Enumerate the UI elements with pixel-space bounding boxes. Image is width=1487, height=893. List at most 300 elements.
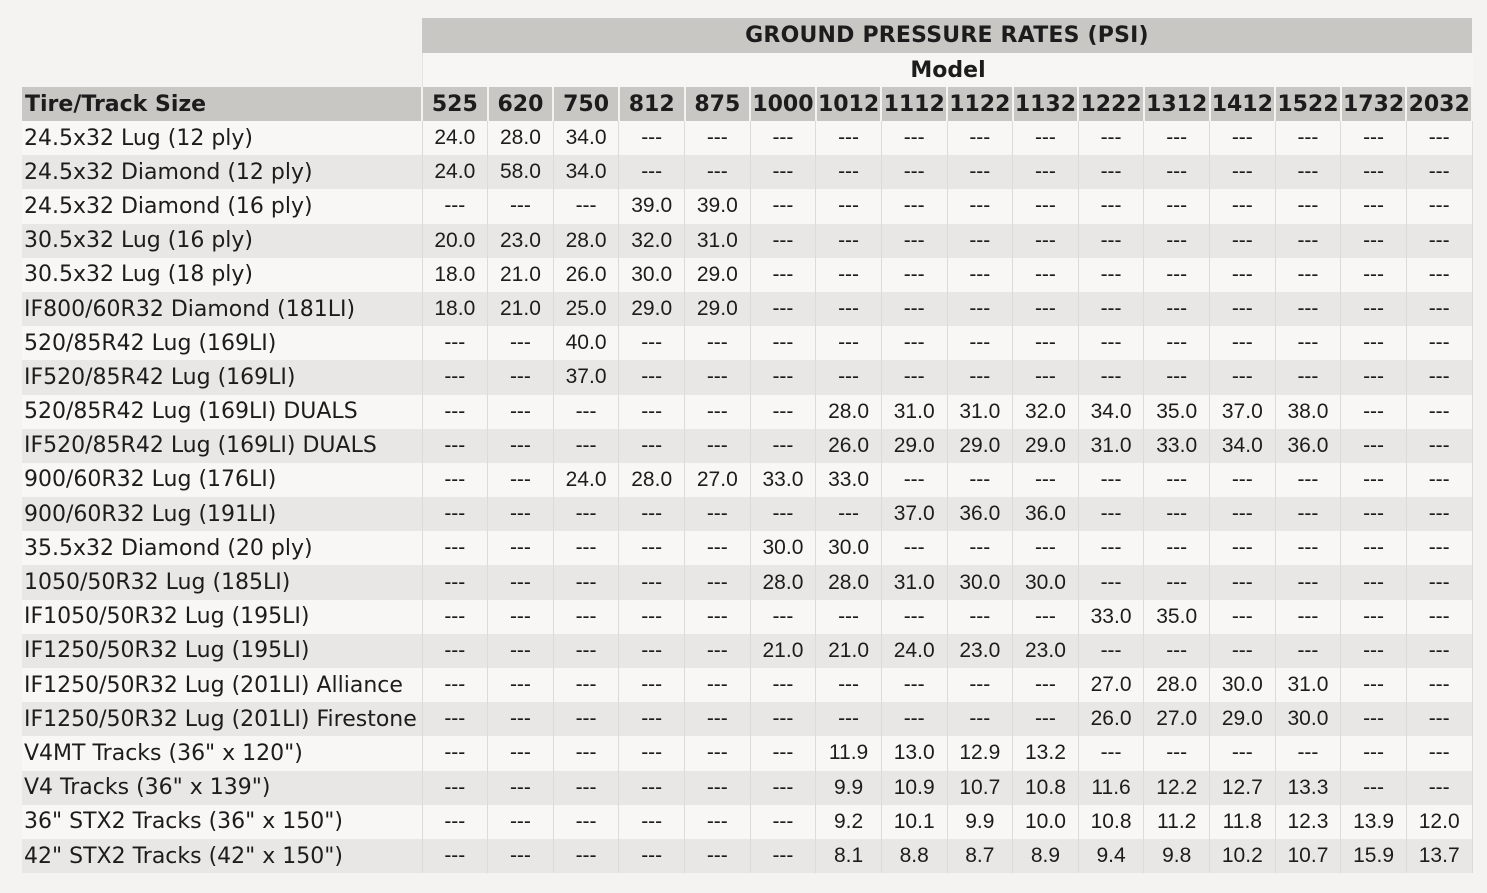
pressure-value-cell: --- <box>1078 292 1144 326</box>
pressure-value-cell: --- <box>1275 634 1341 668</box>
pressure-value-cell: --- <box>1210 326 1276 360</box>
pressure-value-cell: --- <box>1341 634 1407 668</box>
pressure-value-cell: --- <box>947 702 1013 736</box>
model-column-header: 1522 <box>1275 87 1341 121</box>
pressure-value-cell: 11.9 <box>816 736 882 770</box>
pressure-value-cell: 10.7 <box>947 771 1013 805</box>
pressure-value-cell: --- <box>1406 258 1472 292</box>
tire-size-cell: 42" STX2 Tracks (42" x 150") <box>22 839 422 873</box>
pressure-value-cell: --- <box>488 326 554 360</box>
tire-size-cell: 24.5x32 Diamond (12 ply) <box>22 155 422 189</box>
pressure-value-cell: --- <box>422 531 488 565</box>
pressure-value-cell: 12.9 <box>947 736 1013 770</box>
pressure-value-cell: --- <box>750 189 816 223</box>
pressure-value-cell: 28.0 <box>750 565 816 599</box>
pressure-value-cell: --- <box>1275 292 1341 326</box>
pressure-value-cell: --- <box>553 189 619 223</box>
pressure-value-cell: 12.0 <box>1406 805 1472 839</box>
pressure-value-cell: --- <box>685 360 751 394</box>
pressure-value-cell: 9.9 <box>816 771 882 805</box>
pressure-value-cell: 24.0 <box>881 634 947 668</box>
pressure-value-cell: --- <box>619 634 685 668</box>
pressure-value-cell: --- <box>1341 771 1407 805</box>
model-column-header: 525 <box>422 87 488 121</box>
pressure-value-cell: --- <box>1078 360 1144 394</box>
pressure-value-cell: --- <box>1210 258 1276 292</box>
pressure-value-cell: 28.0 <box>488 121 554 155</box>
tire-size-cell: IF1250/50R32 Lug (201LI) Firestone <box>22 702 422 736</box>
pressure-value-cell: 25.0 <box>553 292 619 326</box>
table-body <box>22 121 1472 873</box>
table-row <box>22 736 1472 770</box>
table-row <box>22 497 1472 531</box>
pressure-value-cell: --- <box>1406 360 1472 394</box>
pressure-value-cell: --- <box>422 634 488 668</box>
pressure-value-cell: 24.0 <box>553 463 619 497</box>
pressure-value-cell: 36.0 <box>1275 429 1341 463</box>
tire-size-cell: 24.5x32 Diamond (16 ply) <box>22 189 422 223</box>
pressure-value-cell: --- <box>1210 121 1276 155</box>
pressure-value-cell: 31.0 <box>1275 668 1341 702</box>
pressure-value-cell: 8.9 <box>1013 839 1079 873</box>
pressure-value-cell: --- <box>1144 258 1210 292</box>
model-column-header: 2032 <box>1406 87 1472 121</box>
tire-size-cell: 520/85R42 Lug (169LI) DUALS <box>22 395 422 429</box>
pressure-value-cell: 28.0 <box>619 463 685 497</box>
pressure-value-cell: 21.0 <box>488 292 554 326</box>
pressure-value-cell: 29.0 <box>947 429 1013 463</box>
pressure-value-cell: 28.0 <box>553 224 619 258</box>
pressure-value-cell: 27.0 <box>1144 702 1210 736</box>
pressure-value-cell: --- <box>685 839 751 873</box>
pressure-value-cell: 11.8 <box>1210 805 1276 839</box>
pressure-value-cell: --- <box>553 600 619 634</box>
pressure-value-cell: --- <box>816 326 882 360</box>
pressure-value-cell: --- <box>1406 395 1472 429</box>
pressure-value-cell: --- <box>1275 258 1341 292</box>
pressure-value-cell: --- <box>422 771 488 805</box>
pressure-value-cell: --- <box>1406 497 1472 531</box>
pressure-value-cell: --- <box>1210 360 1276 394</box>
pressure-value-cell: 10.9 <box>881 771 947 805</box>
pressure-value-cell: --- <box>1406 326 1472 360</box>
pressure-value-cell: --- <box>881 155 947 189</box>
pressure-value-cell: --- <box>816 360 882 394</box>
pressure-table-container <box>22 18 1472 873</box>
pressure-value-cell: --- <box>947 463 1013 497</box>
model-column-header: 1132 <box>1013 87 1079 121</box>
pressure-value-cell: 37.0 <box>553 360 619 394</box>
pressure-value-cell: 39.0 <box>619 189 685 223</box>
pressure-value-cell: --- <box>750 121 816 155</box>
pressure-value-cell: 10.0 <box>1013 805 1079 839</box>
pressure-value-cell: --- <box>750 805 816 839</box>
pressure-value-cell: 8.8 <box>881 839 947 873</box>
tire-size-cell: IF1250/50R32 Lug (201LI) Alliance <box>22 668 422 702</box>
pressure-value-cell: 39.0 <box>685 189 751 223</box>
pressure-value-cell: --- <box>1078 326 1144 360</box>
pressure-value-cell: --- <box>750 839 816 873</box>
pressure-value-cell: --- <box>750 736 816 770</box>
tire-size-cell: IF1050/50R32 Lug (195LI) <box>22 600 422 634</box>
pressure-value-cell: --- <box>881 600 947 634</box>
model-column-header: 1312 <box>1144 87 1210 121</box>
pressure-value-cell: --- <box>881 360 947 394</box>
pressure-value-cell: --- <box>1210 224 1276 258</box>
pressure-value-cell: --- <box>1406 155 1472 189</box>
pressure-value-cell: 36.0 <box>947 497 1013 531</box>
pressure-value-cell: --- <box>422 805 488 839</box>
pressure-value-cell: --- <box>1078 224 1144 258</box>
pressure-value-cell: 10.7 <box>1275 839 1341 873</box>
pressure-value-cell: --- <box>619 805 685 839</box>
pressure-value-cell: --- <box>553 531 619 565</box>
pressure-value-cell: --- <box>1406 189 1472 223</box>
pressure-value-cell: --- <box>1341 258 1407 292</box>
pressure-value-cell: --- <box>619 702 685 736</box>
pressure-value-cell: --- <box>1406 429 1472 463</box>
pressure-value-cell: --- <box>947 668 1013 702</box>
pressure-value-cell: 9.9 <box>947 805 1013 839</box>
pressure-value-cell: 13.2 <box>1013 736 1079 770</box>
pressure-value-cell: 34.0 <box>1078 395 1144 429</box>
pressure-value-cell: --- <box>488 805 554 839</box>
pressure-value-cell: --- <box>1210 189 1276 223</box>
pressure-value-cell: 32.0 <box>1013 395 1079 429</box>
pressure-value-cell: --- <box>422 839 488 873</box>
table-row <box>22 805 1472 839</box>
pressure-value-cell: 34.0 <box>1210 429 1276 463</box>
pressure-value-cell: --- <box>1341 292 1407 326</box>
pressure-value-cell: 30.0 <box>1013 565 1079 599</box>
pressure-value-cell: --- <box>1210 292 1276 326</box>
pressure-value-cell: --- <box>947 326 1013 360</box>
pressure-value-cell: --- <box>1144 326 1210 360</box>
pressure-value-cell: --- <box>947 155 1013 189</box>
pressure-value-cell: --- <box>1406 121 1472 155</box>
pressure-value-cell: --- <box>816 668 882 702</box>
pressure-value-cell: --- <box>1341 360 1407 394</box>
pressure-value-cell: --- <box>488 395 554 429</box>
table-row <box>22 155 1472 189</box>
pressure-value-cell: --- <box>422 429 488 463</box>
pressure-value-cell: 32.0 <box>619 224 685 258</box>
pressure-value-cell: 24.0 <box>422 155 488 189</box>
pressure-value-cell: --- <box>685 668 751 702</box>
pressure-value-cell: 23.0 <box>488 224 554 258</box>
pressure-value-cell: --- <box>750 155 816 189</box>
pressure-value-cell: 31.0 <box>1078 429 1144 463</box>
pressure-value-cell: 10.2 <box>1210 839 1276 873</box>
tire-size-cell: 900/60R32 Lug (191LI) <box>22 497 422 531</box>
pressure-value-cell: --- <box>1341 736 1407 770</box>
pressure-value-cell: --- <box>1013 258 1079 292</box>
pressure-value-cell: 30.0 <box>1275 702 1341 736</box>
pressure-value-cell: --- <box>881 121 947 155</box>
tire-size-cell: IF1250/50R32 Lug (195LI) <box>22 634 422 668</box>
pressure-value-cell: --- <box>750 360 816 394</box>
pressure-value-cell: --- <box>1078 258 1144 292</box>
pressure-value-cell: --- <box>1078 497 1144 531</box>
pressure-value-cell: --- <box>881 531 947 565</box>
pressure-value-cell: --- <box>488 360 554 394</box>
table-row <box>22 121 1472 155</box>
pressure-value-cell: --- <box>488 736 554 770</box>
tire-size-cell: 24.5x32 Lug (12 ply) <box>22 121 422 155</box>
pressure-value-cell: --- <box>1078 189 1144 223</box>
pressure-value-cell: 27.0 <box>1078 668 1144 702</box>
model-heading: Model <box>422 53 1473 87</box>
pressure-value-cell: --- <box>947 360 1013 394</box>
pressure-value-cell: 29.0 <box>685 258 751 292</box>
pressure-value-cell: 29.0 <box>1210 702 1276 736</box>
pressure-value-cell: --- <box>488 565 554 599</box>
table-row <box>22 326 1472 360</box>
pressure-value-cell: --- <box>553 702 619 736</box>
pressure-value-cell: --- <box>1144 565 1210 599</box>
pressure-value-cell: --- <box>1341 668 1407 702</box>
model-column-header: 1222 <box>1078 87 1144 121</box>
pressure-value-cell: --- <box>1406 531 1472 565</box>
pressure-value-cell: --- <box>1210 736 1276 770</box>
pressure-value-cell: --- <box>685 429 751 463</box>
tire-size-cell: 30.5x32 Lug (16 ply) <box>22 224 422 258</box>
pressure-value-cell: --- <box>619 668 685 702</box>
pressure-value-cell: 30.0 <box>947 565 1013 599</box>
pressure-value-cell: --- <box>553 497 619 531</box>
table-row <box>22 702 1472 736</box>
pressure-value-cell: --- <box>488 702 554 736</box>
table-row <box>22 258 1472 292</box>
model-column-header: 620 <box>488 87 554 121</box>
pressure-value-cell: --- <box>488 839 554 873</box>
header-row <box>22 87 1472 121</box>
pressure-value-cell: --- <box>619 155 685 189</box>
pressure-value-cell: --- <box>947 292 1013 326</box>
pressure-value-cell: --- <box>685 634 751 668</box>
pressure-value-cell: --- <box>881 668 947 702</box>
pressure-value-cell: --- <box>1341 121 1407 155</box>
pressure-value-cell: --- <box>881 326 947 360</box>
ground-pressure-table <box>22 87 1473 873</box>
pressure-value-cell: --- <box>553 839 619 873</box>
pressure-value-cell: --- <box>1275 600 1341 634</box>
pressure-value-cell: 8.1 <box>816 839 882 873</box>
pressure-value-cell: --- <box>1341 531 1407 565</box>
pressure-value-cell: --- <box>750 429 816 463</box>
pressure-value-cell: --- <box>1144 463 1210 497</box>
pressure-value-cell: 12.2 <box>1144 771 1210 805</box>
pressure-value-cell: --- <box>881 702 947 736</box>
pressure-value-cell: 31.0 <box>881 565 947 599</box>
pressure-value-cell: 13.9 <box>1341 805 1407 839</box>
tire-size-cell: 35.5x32 Diamond (20 ply) <box>22 531 422 565</box>
pressure-value-cell: 35.0 <box>1144 600 1210 634</box>
pressure-value-cell: --- <box>488 668 554 702</box>
pressure-value-cell: --- <box>553 771 619 805</box>
pressure-value-cell: 27.0 <box>685 463 751 497</box>
pressure-value-cell: --- <box>1341 395 1407 429</box>
pressure-value-cell: --- <box>488 531 554 565</box>
pressure-value-cell: 38.0 <box>1275 395 1341 429</box>
pressure-value-cell: --- <box>1013 292 1079 326</box>
pressure-value-cell: --- <box>750 326 816 360</box>
table-row <box>22 292 1472 326</box>
table-title: GROUND PRESSURE RATES (PSI) <box>422 18 1472 53</box>
pressure-value-cell: --- <box>881 224 947 258</box>
pressure-value-cell: --- <box>1210 463 1276 497</box>
pressure-value-cell: --- <box>619 839 685 873</box>
pressure-value-cell: 9.8 <box>1144 839 1210 873</box>
pressure-value-cell: --- <box>1013 531 1079 565</box>
pressure-value-cell: --- <box>1210 531 1276 565</box>
pressure-value-cell: --- <box>1406 771 1472 805</box>
pressure-value-cell: --- <box>1275 463 1341 497</box>
pressure-value-cell: 10.8 <box>1078 805 1144 839</box>
pressure-value-cell: --- <box>1406 736 1472 770</box>
pressure-value-cell: --- <box>1144 360 1210 394</box>
pressure-value-cell: --- <box>1406 668 1472 702</box>
pressure-value-cell: 23.0 <box>1013 634 1079 668</box>
pressure-value-cell: --- <box>1275 531 1341 565</box>
pressure-value-cell: --- <box>553 565 619 599</box>
pressure-value-cell: --- <box>685 326 751 360</box>
pressure-value-cell: --- <box>1341 326 1407 360</box>
table-row <box>22 360 1472 394</box>
tire-size-cell: IF800/60R32 Diamond (181LI) <box>22 292 422 326</box>
pressure-value-cell: --- <box>422 326 488 360</box>
pressure-value-cell: 12.3 <box>1275 805 1341 839</box>
pressure-value-cell: 33.0 <box>1078 600 1144 634</box>
pressure-value-cell: 8.7 <box>947 839 1013 873</box>
pressure-value-cell: --- <box>1013 155 1079 189</box>
pressure-value-cell: --- <box>1275 360 1341 394</box>
tire-size-cell: V4MT Tracks (36" x 120") <box>22 736 422 770</box>
pressure-value-cell: --- <box>422 463 488 497</box>
pressure-value-cell: 9.4 <box>1078 839 1144 873</box>
pressure-value-cell: --- <box>422 395 488 429</box>
pressure-value-cell: --- <box>1013 600 1079 634</box>
pressure-value-cell: --- <box>488 497 554 531</box>
pressure-value-cell: --- <box>1144 155 1210 189</box>
pressure-value-cell: 30.0 <box>750 531 816 565</box>
pressure-value-cell: --- <box>750 224 816 258</box>
pressure-value-cell: 37.0 <box>1210 395 1276 429</box>
pressure-value-cell: --- <box>422 565 488 599</box>
pressure-value-cell: --- <box>881 258 947 292</box>
table-row <box>22 531 1472 565</box>
pressure-value-cell: --- <box>1275 189 1341 223</box>
pressure-value-cell: 31.0 <box>881 395 947 429</box>
pressure-value-cell: --- <box>685 121 751 155</box>
pressure-value-cell: --- <box>1013 702 1079 736</box>
pressure-value-cell: 33.0 <box>1144 429 1210 463</box>
pressure-value-cell: --- <box>750 497 816 531</box>
pressure-value-cell: --- <box>1210 600 1276 634</box>
pressure-value-cell: --- <box>553 634 619 668</box>
model-column-header: 1732 <box>1341 87 1407 121</box>
pressure-value-cell: --- <box>1013 121 1079 155</box>
pressure-value-cell: --- <box>1078 121 1144 155</box>
pressure-value-cell: 10.1 <box>881 805 947 839</box>
pressure-value-cell: --- <box>947 258 1013 292</box>
pressure-value-cell: 18.0 <box>422 292 488 326</box>
pressure-value-cell: 20.0 <box>422 224 488 258</box>
pressure-value-cell: 21.0 <box>488 258 554 292</box>
pressure-value-cell: --- <box>1406 634 1472 668</box>
pressure-value-cell: --- <box>619 497 685 531</box>
size-column-header: Tire/Track Size <box>22 87 422 121</box>
model-column-header: 1000 <box>750 87 816 121</box>
pressure-value-cell: 24.0 <box>422 121 488 155</box>
pressure-value-cell: --- <box>1013 360 1079 394</box>
pressure-value-cell: 28.0 <box>1144 668 1210 702</box>
tire-size-cell: 1050/50R32 Lug (185LI) <box>22 565 422 599</box>
pressure-value-cell: --- <box>488 634 554 668</box>
pressure-value-cell: --- <box>1341 702 1407 736</box>
pressure-value-cell: --- <box>1144 121 1210 155</box>
pressure-value-cell: 23.0 <box>947 634 1013 668</box>
pressure-value-cell: 9.2 <box>816 805 882 839</box>
pressure-value-cell: --- <box>1406 600 1472 634</box>
pressure-value-cell: --- <box>1341 600 1407 634</box>
tire-size-cell: 36" STX2 Tracks (36" x 150") <box>22 805 422 839</box>
pressure-value-cell: 28.0 <box>816 395 882 429</box>
pressure-value-cell: --- <box>685 565 751 599</box>
pressure-value-cell: --- <box>750 258 816 292</box>
pressure-value-cell: --- <box>1210 634 1276 668</box>
pressure-value-cell: --- <box>1013 189 1079 223</box>
pressure-value-cell: 37.0 <box>881 497 947 531</box>
pressure-value-cell: --- <box>1341 429 1407 463</box>
pressure-value-cell: 35.0 <box>1144 395 1210 429</box>
pressure-value-cell: --- <box>1013 326 1079 360</box>
pressure-value-cell: --- <box>947 224 1013 258</box>
pressure-value-cell: --- <box>422 736 488 770</box>
table-row <box>22 565 1472 599</box>
pressure-value-cell: 13.7 <box>1406 839 1472 873</box>
pressure-value-cell: --- <box>1013 224 1079 258</box>
table-row <box>22 429 1472 463</box>
pressure-value-cell: --- <box>619 326 685 360</box>
pressure-value-cell: 10.8 <box>1013 771 1079 805</box>
tire-size-cell: V4 Tracks (36" x 139") <box>22 771 422 805</box>
pressure-value-cell: --- <box>422 668 488 702</box>
table-row <box>22 395 1472 429</box>
tire-size-cell: IF520/85R42 Lug (169LI) DUALS <box>22 429 422 463</box>
pressure-value-cell: 13.0 <box>881 736 947 770</box>
pressure-value-cell: --- <box>816 155 882 189</box>
pressure-value-cell: --- <box>1275 565 1341 599</box>
pressure-value-cell: --- <box>816 497 882 531</box>
pressure-value-cell: --- <box>1406 702 1472 736</box>
pressure-value-cell: --- <box>1078 463 1144 497</box>
model-column-header: 1122 <box>947 87 1013 121</box>
pressure-value-cell: --- <box>881 463 947 497</box>
pressure-value-cell: 34.0 <box>553 121 619 155</box>
pressure-value-cell: --- <box>1078 736 1144 770</box>
pressure-value-cell: --- <box>1341 155 1407 189</box>
table-row <box>22 771 1472 805</box>
pressure-value-cell: --- <box>422 189 488 223</box>
pressure-value-cell: 11.6 <box>1078 771 1144 805</box>
pressure-value-cell: --- <box>1210 497 1276 531</box>
pressure-value-cell: --- <box>619 121 685 155</box>
pressure-value-cell: 30.0 <box>619 258 685 292</box>
pressure-value-cell: --- <box>816 189 882 223</box>
pressure-value-cell: 26.0 <box>553 258 619 292</box>
pressure-value-cell: --- <box>422 497 488 531</box>
